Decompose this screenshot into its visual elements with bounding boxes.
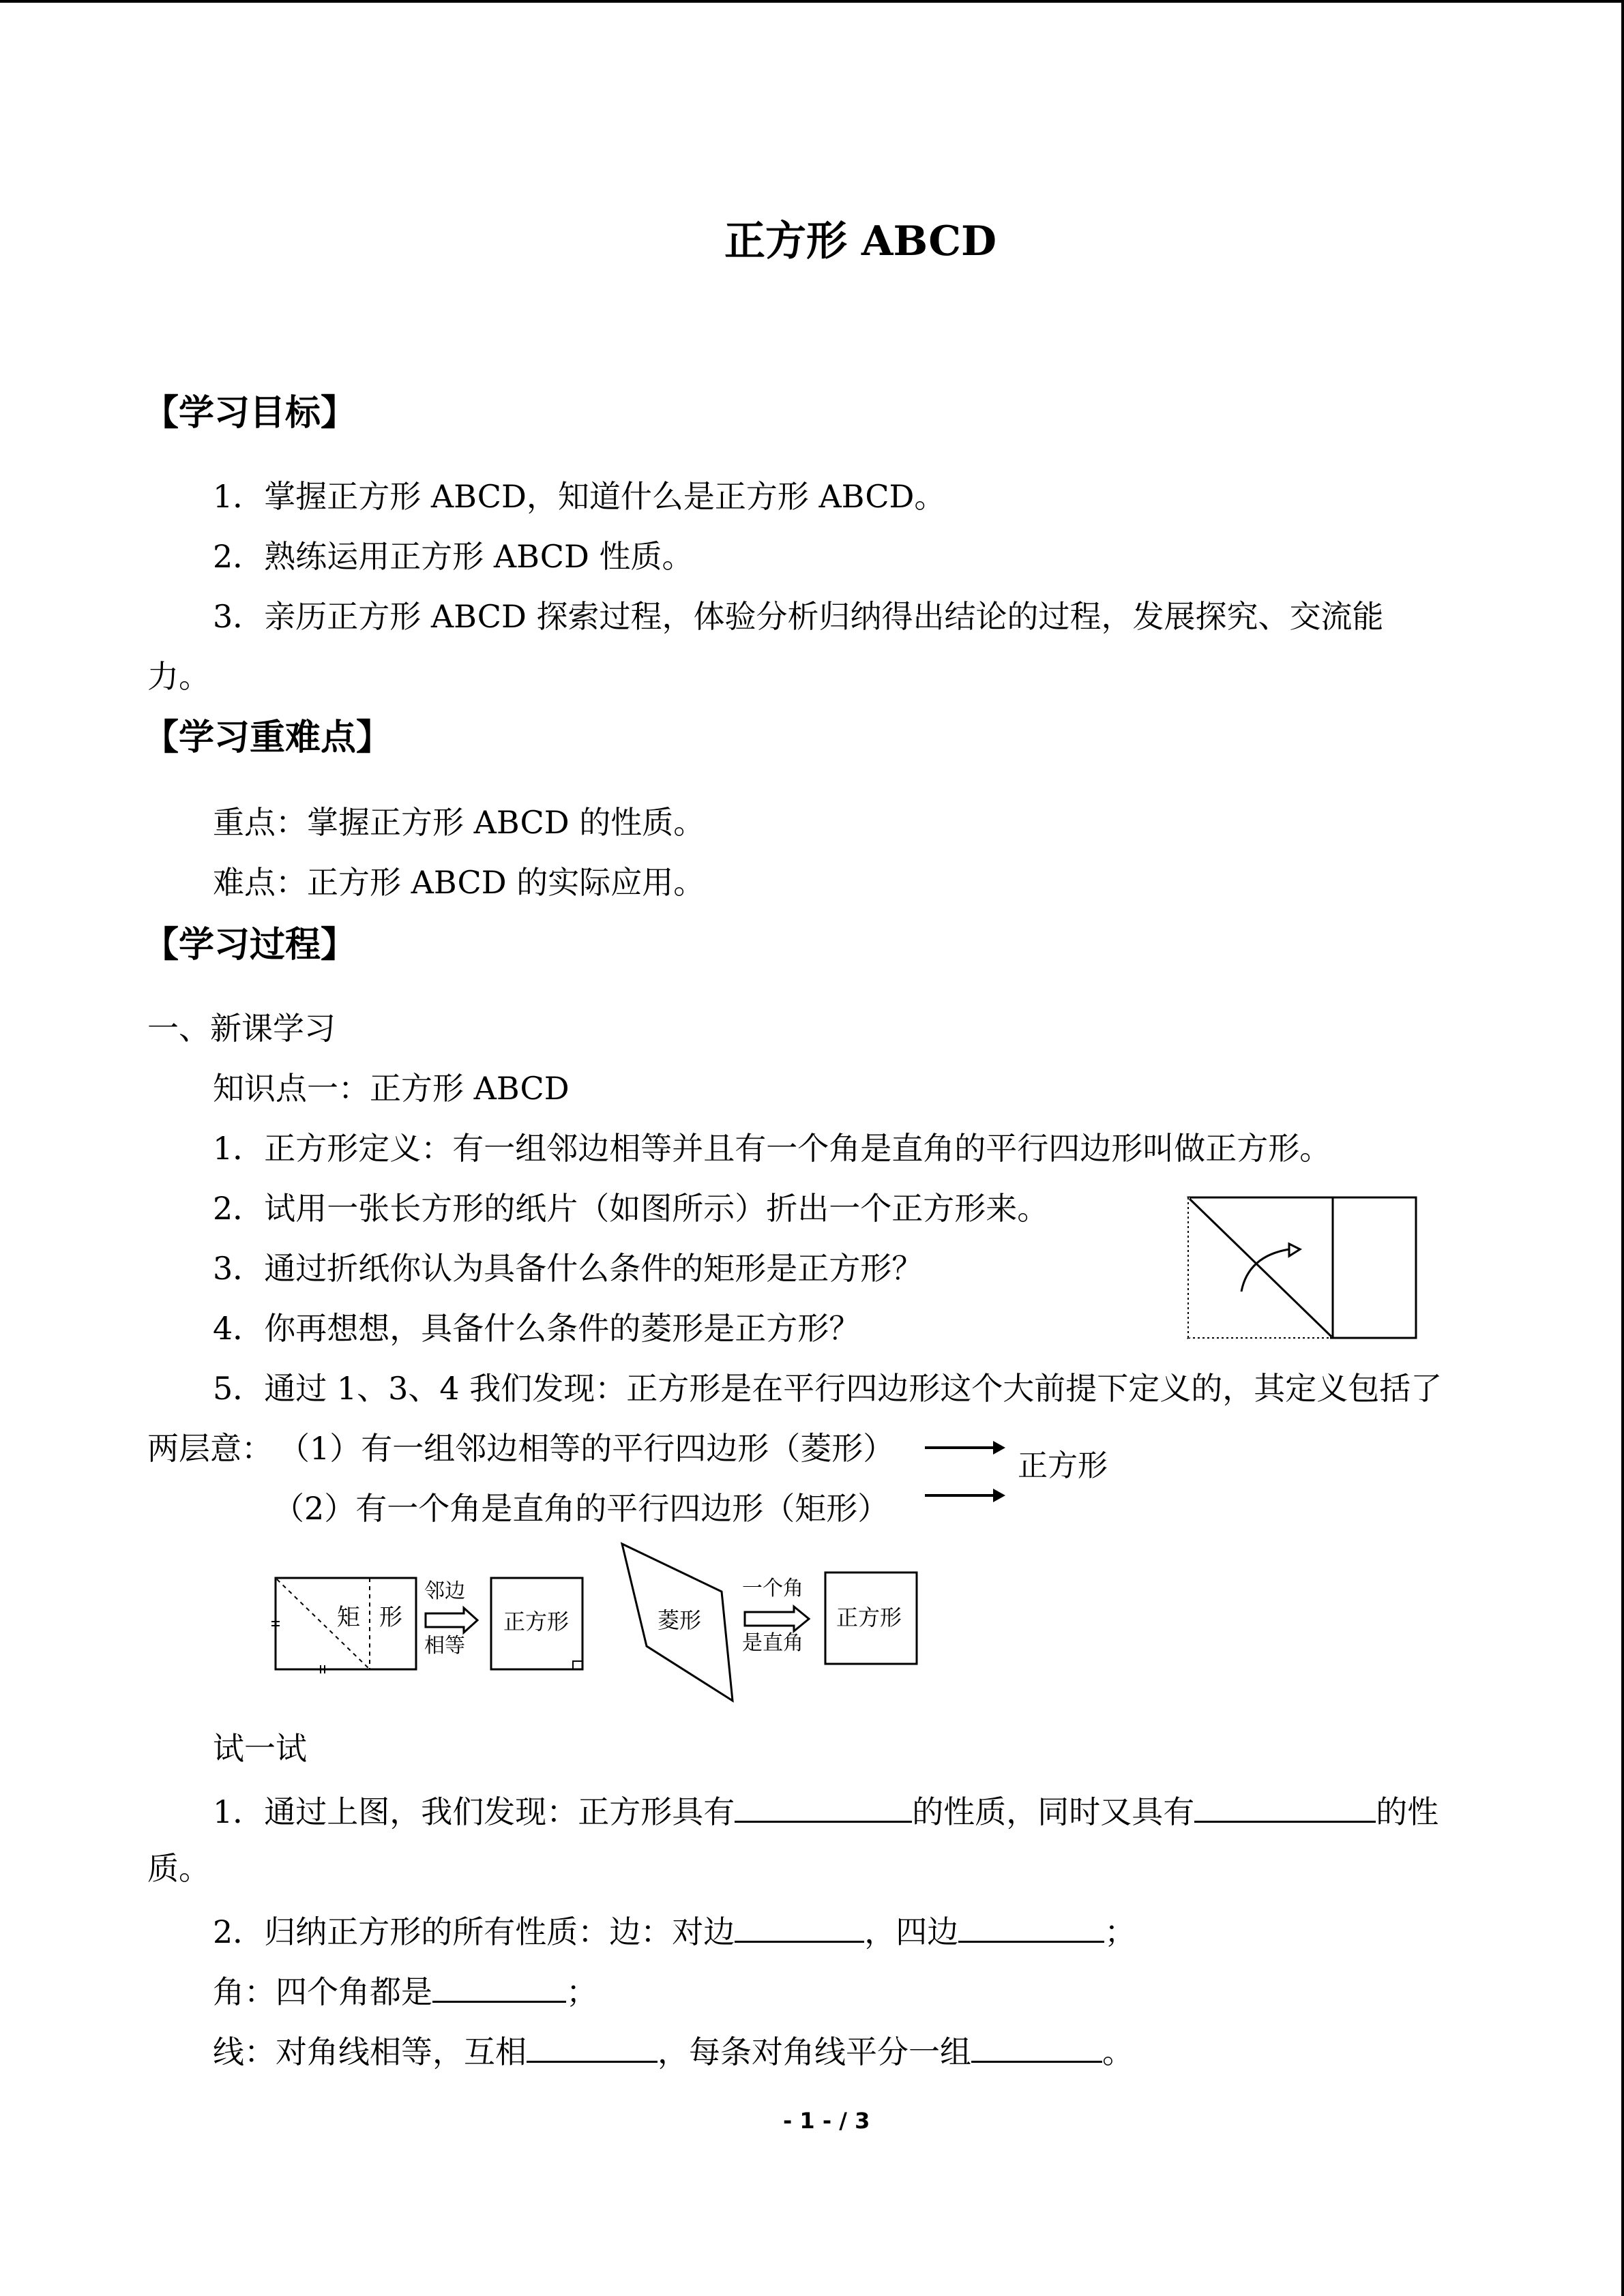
rectangle-label-char1: 矩 — [337, 1598, 360, 1637]
adjacent-equal-arrow-icon — [424, 1607, 479, 1634]
layer-2: （2）有一个角是直角的平行四边形（矩形） — [273, 1490, 889, 1527]
item-1: 1．正方形定义：有一组邻边相等并且有一个角是直角的平行四边形叫做正方形。 — [213, 1130, 1331, 1167]
key-point-difficult: 难点：正方形 ABCD 的实际应用。 — [213, 864, 705, 901]
angle-text-b: ； — [566, 1973, 597, 2010]
square2-label: 正方形 — [836, 1605, 902, 1630]
layer-1: （1）有一组邻边相等的平行四边形（菱形） — [278, 1430, 895, 1467]
try-question-1-cont: 质。 — [147, 1850, 210, 1887]
arrow2-top-label: 一个角 — [742, 1577, 803, 1600]
right-angle-arrow-icon — [743, 1605, 812, 1632]
layer1-arrow-icon — [925, 1437, 1007, 1458]
part1-heading: 一、新课学习 — [147, 1010, 336, 1047]
diagonal-property — [213, 2029, 1134, 2071]
item-2: 2．试用一张长方形的纸片（如图所示）折出一个正方形来。 — [213, 1190, 1049, 1227]
objective-3: 3．亲历正方形 ABCD 探索过程，体验分析归纳得出结论的过程，发展探究、交流能 — [213, 598, 1384, 635]
key-point-important: 重点：掌握正方形 ABCD 的性质。 — [213, 804, 705, 841]
try-heading: 试一试 — [213, 1730, 307, 1767]
angle-blank[interactable] — [432, 1969, 566, 2003]
q1-blank-1[interactable] — [735, 1789, 912, 1823]
q1-text-a: 1．通过上图，我们发现：正方形具有 — [213, 1793, 735, 1830]
q1-text-c: 的性 — [1376, 1793, 1439, 1830]
try-question-2 — [213, 1909, 1136, 1951]
rectangle-label-char2: 形 — [379, 1598, 402, 1637]
section-key-points: 【学习重难点】 — [143, 717, 392, 758]
objective-3-cont: 力。 — [147, 658, 210, 695]
q2-blank-four-sides[interactable] — [958, 1909, 1104, 1943]
try-question-1 — [213, 1789, 1438, 1831]
item-4: 4．你再想想，具备什么条件的菱形是正方形？ — [213, 1310, 861, 1347]
section-objectives: 【学习目标】 — [143, 393, 357, 434]
two-layers-prefix: 两层意： — [147, 1430, 273, 1467]
objective-1: 1．掌握正方形 ABCD，知道什么是正方形 ABCD。 — [213, 478, 946, 515]
folding-paper-figure — [1187, 1196, 1419, 1342]
q1-text-b: 的性质，同时又具有 — [912, 1793, 1195, 1830]
layer2-arrow-icon — [925, 1485, 1007, 1506]
q2-text-c: ； — [1104, 1913, 1136, 1950]
page-border-right — [1621, 0, 1624, 2296]
arrow1-top-label: 邻边 — [424, 1579, 465, 1603]
line-blank-1[interactable] — [527, 2029, 658, 2063]
square-conclusion: 正方形 — [1018, 1448, 1108, 1483]
square1-label: 正方形 — [503, 1609, 570, 1635]
angle-text-a: 角：四个角都是 — [213, 1973, 432, 2010]
q1-blank-2[interactable] — [1194, 1789, 1376, 1823]
q2-text-b: ，四边 — [864, 1913, 959, 1950]
page-border-top — [0, 0, 1624, 3]
arrow1-bottom-label: 相等 — [424, 1634, 465, 1658]
line-blank-2[interactable] — [971, 2029, 1102, 2063]
knowledge-point-1: 知识点一：正方形 ABCD — [213, 1070, 570, 1107]
item-5: 5．通过 1、3、4 我们发现：正方形是在平行四边形这个大前提下定义的，其定义包括了 — [213, 1370, 1443, 1407]
angle-property — [213, 1969, 597, 2011]
q2-blank-opposite-sides[interactable] — [735, 1909, 864, 1943]
arrow2-bottom-label: 是直角 — [742, 1631, 803, 1655]
line-text-a: 线：对角线相等，互相 — [213, 2033, 527, 2070]
line-text-b: ，每条对角线平分一组 — [658, 2033, 971, 2070]
rhombus-label: 菱形 — [658, 1607, 702, 1633]
page-title: 正方形 ABCD — [724, 218, 997, 265]
q2-text-a: 2．归纳正方形的所有性质：边：对边 — [213, 1913, 735, 1950]
page-number: - 1 - / 3 — [783, 2108, 870, 2134]
section-process: 【学习过程】 — [143, 925, 357, 966]
item-3: 3．通过折纸你认为具备什么条件的矩形是正方形？ — [213, 1250, 924, 1287]
line-text-c: 。 — [1102, 2033, 1134, 2070]
objective-2: 2．熟练运用正方形 ABCD 性质。 — [213, 538, 694, 575]
